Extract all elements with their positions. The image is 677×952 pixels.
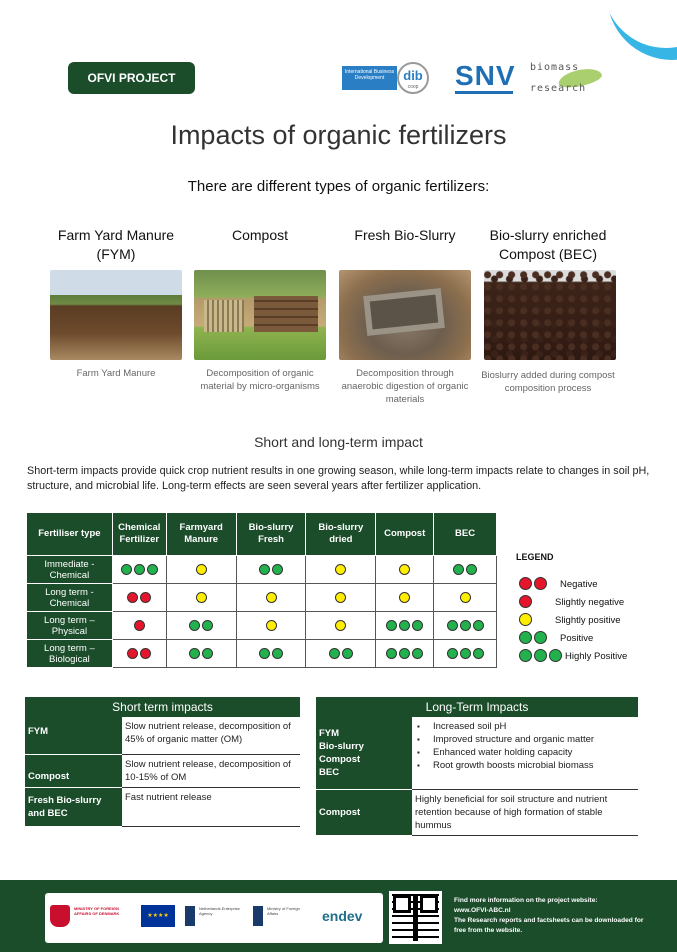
green-dot-icon: [534, 631, 547, 644]
fertilizer-type-bec: Bio-slurry enriched Compost (BEC): [489, 227, 607, 262]
short-term-value: Slow nutrient release, decomposition of 45% of organic matter (OM): [122, 717, 300, 754]
green-dot-icon: [134, 564, 145, 575]
footer-line-3: The Research reports and factsheets can be downloaded for free from the website.: [454, 917, 644, 934]
rating-cell: [166, 612, 236, 640]
netherlands-crest-icon: [185, 906, 195, 926]
snv-logo: SNV: [455, 60, 515, 96]
compost-caption: Decomposition of organic material by micro-organisms: [200, 368, 320, 392]
list-item: ▪ Improved structure and organic matter: [417, 733, 635, 746]
rating-cell: [306, 640, 376, 668]
header-bio-slurry-fresh: Bio-slurry Fresh: [236, 513, 306, 556]
netherlands-crest-icon: [253, 906, 263, 926]
yellow-dot-icon: [196, 592, 207, 603]
green-dot-icon: [549, 649, 562, 662]
legend-item-negative: [516, 576, 666, 594]
rating-cell: [376, 584, 434, 612]
list-item: ▪ Increased soil pH: [417, 720, 635, 733]
sponsor-rvo: Netherlands Enterprise Agency: [199, 906, 240, 916]
legend-label: Slightly negative: [555, 597, 625, 608]
green-dot-icon: [453, 564, 464, 575]
short-term-key: Compost: [25, 754, 122, 787]
list-item: ▪ Root growth boosts microbial biomass: [417, 759, 635, 772]
header-fertiliser-type: Fertiliser type: [27, 513, 113, 556]
row-label: Long term - Chemical: [27, 584, 113, 612]
table-row: [27, 640, 497, 668]
fym-caption: Farm Yard Manure: [76, 368, 156, 379]
green-dot-icon: [329, 648, 340, 659]
long-term-key-group: FYM Bio-slurry Compost BEC: [316, 717, 412, 789]
rating-cell: [236, 640, 306, 668]
red-dot-icon: [134, 620, 145, 631]
red-dot-icon: [534, 577, 547, 590]
biomass-research-logo: biomass research: [530, 62, 606, 96]
red-dot-icon: [140, 592, 151, 603]
row-label: Immediate - Chemical: [27, 556, 113, 584]
short-term-table: [25, 697, 300, 827]
green-dot-icon: [399, 620, 410, 631]
endev-logo: endev: [322, 908, 363, 924]
fertilizer-type-fym: Farm Yard Manure (FYM): [57, 227, 175, 262]
green-dot-icon: [259, 564, 270, 575]
table-row: [316, 717, 638, 789]
long-term-value: Highly beneficial for soil structure and nutrient retention because of high formation of stable hummus: [412, 789, 638, 835]
header-bio-slurry-dried: Bio-slurry dried: [306, 513, 376, 556]
yellow-dot-icon: [335, 564, 346, 575]
yellow-dot-icon: [399, 592, 410, 603]
yellow-dot-icon: [335, 620, 346, 631]
table-row: [316, 789, 638, 835]
denmark-crest-icon: [50, 905, 70, 927]
legend-label: Highly Positive: [565, 651, 628, 662]
rating-cell: [112, 612, 166, 640]
rating-cell: [434, 612, 497, 640]
page-title: Impacts of organic fertilizers: [170, 120, 507, 150]
rating-cell: [236, 612, 306, 640]
yellow-dot-icon: [266, 592, 277, 603]
legend-label: Negative: [560, 579, 598, 590]
short-term-key: FYM: [25, 717, 122, 754]
short-term-title: Short term impacts: [25, 697, 300, 717]
table-row: [25, 717, 300, 754]
red-dot-icon: [519, 595, 532, 608]
legend-item-highly-positive: [516, 648, 666, 666]
long-term-table: [316, 697, 638, 836]
intro-paragraph: Short-term impacts provide quick crop nutrient results in one growing season, while long-term impacts relate to changes in soil pH, structure, and microbial life. Long-term effects are seen several years after fertilizer application.: [27, 465, 650, 492]
green-dot-icon: [412, 620, 423, 631]
short-term-value: Fast nutrient release: [122, 787, 300, 826]
row-label: Long term – Physical: [27, 612, 113, 640]
bio-slurry-photo: [339, 270, 471, 360]
compost-photo: [194, 270, 326, 360]
rating-cell: [376, 612, 434, 640]
impact-table: [26, 512, 497, 668]
long-term-value-list: [412, 717, 638, 789]
bec-photo: [484, 270, 616, 360]
bio-slurry-caption: Decomposition through anaerobic digestion of organic materials: [341, 368, 469, 405]
green-dot-icon: [386, 648, 397, 659]
green-dot-icon: [519, 649, 532, 662]
footer-info: [454, 896, 654, 936]
rating-cell: [434, 640, 497, 668]
green-dot-icon: [202, 648, 213, 659]
green-dot-icon: [412, 648, 423, 659]
header-bec: BEC: [434, 513, 497, 556]
red-dot-icon: [127, 648, 138, 659]
legend-item-slightly-positive: [516, 612, 666, 630]
header-farmyard-manure: Farmyard Manure: [166, 513, 236, 556]
green-dot-icon: [534, 649, 547, 662]
green-dot-icon: [202, 620, 213, 631]
sponsor-mfa: Ministry of Foreign Affairs: [267, 906, 300, 916]
green-dot-icon: [473, 620, 484, 631]
table-row: [27, 612, 497, 640]
green-dot-icon: [342, 648, 353, 659]
green-dot-icon: [147, 564, 158, 575]
impact-table-header: [27, 513, 497, 556]
rating-cell: [434, 584, 497, 612]
ibd-logo-mark: dib coop: [397, 62, 429, 94]
short-term-key: Fresh Bio-slurry and BEC: [25, 787, 122, 826]
yellow-dot-icon: [266, 620, 277, 631]
long-term-title: Long-Term Impacts: [316, 697, 638, 717]
red-dot-icon: [519, 577, 532, 590]
green-dot-icon: [447, 648, 458, 659]
green-dot-icon: [466, 564, 477, 575]
corner-decoration: [587, 0, 677, 70]
green-dot-icon: [460, 648, 471, 659]
yellow-dot-icon: [519, 613, 532, 626]
rating-cell: [236, 556, 306, 584]
header-compost: Compost: [376, 513, 434, 556]
yellow-dot-icon: [460, 592, 471, 603]
section-title: Short and long-term impact: [254, 434, 423, 450]
fym-photo: [50, 270, 182, 360]
green-dot-icon: [259, 648, 270, 659]
header-chemical-fertilizer: Chemical Fertilizer: [112, 513, 166, 556]
fertilizer-type-fresh-bio-slurry: Fresh Bio-Slurry: [354, 227, 456, 243]
row-label: Long term – Biological: [27, 640, 113, 668]
rating-cell: [166, 584, 236, 612]
green-dot-icon: [473, 648, 484, 659]
short-term-value: Slow nutrient release, decomposition of 10-15% of OM: [122, 754, 300, 787]
rating-cell: [112, 640, 166, 668]
yellow-dot-icon: [335, 592, 346, 603]
ibd-logo: [342, 62, 442, 94]
green-dot-icon: [386, 620, 397, 631]
rating-cell: [306, 584, 376, 612]
rating-cell: [112, 584, 166, 612]
rating-cell: [434, 556, 497, 584]
bec-caption: Bioslurry added during compost composition process: [481, 370, 615, 394]
table-row: [27, 556, 497, 584]
red-dot-icon: [140, 648, 151, 659]
rating-cell: [306, 556, 376, 584]
project-badge: OFVI PROJECT: [68, 62, 195, 94]
rating-cell: [376, 640, 434, 668]
green-dot-icon: [519, 631, 532, 644]
green-dot-icon: [189, 648, 200, 659]
sponsor-denmark: MINISTRY OF FOREIGN AFFAIRS OF DENMARK: [74, 906, 120, 916]
legend-label: Slightly positive: [555, 615, 621, 626]
rating-cell: [306, 612, 376, 640]
sponsor-logos: [45, 893, 383, 943]
ibd-logo-text: International Business Development: [342, 66, 397, 90]
footer-line-1: Find more information on the project website:: [454, 897, 598, 904]
eu-flag-icon: ★★★★: [141, 905, 175, 927]
green-dot-icon: [272, 648, 283, 659]
rating-cell: [236, 584, 306, 612]
green-dot-icon: [189, 620, 200, 631]
yellow-dot-icon: [196, 564, 207, 575]
rating-cell: [166, 640, 236, 668]
yellow-dot-icon: [399, 564, 410, 575]
legend-label: Positive: [560, 633, 594, 644]
table-row: [25, 787, 300, 826]
page-subtitle: There are different types of organic fertilizers:: [187, 178, 490, 195]
legend-item-slightly-negative: [516, 594, 666, 612]
legend-item-positive: [516, 630, 666, 648]
long-term-key: Compost: [316, 789, 412, 835]
rating-cell: [166, 556, 236, 584]
list-item: ▪ Enhanced water holding capacity: [417, 746, 635, 759]
green-dot-icon: [399, 648, 410, 659]
green-dot-icon: [447, 620, 458, 631]
fertilizer-type-compost: Compost: [231, 227, 289, 243]
table-row: [25, 754, 300, 787]
green-dot-icon: [272, 564, 283, 575]
qr-code-icon[interactable]: [389, 891, 442, 944]
red-dot-icon: [127, 592, 138, 603]
rating-cell: [112, 556, 166, 584]
rating-cell: [376, 556, 434, 584]
table-row: [27, 584, 497, 612]
green-dot-icon: [121, 564, 132, 575]
legend-title: LEGEND: [516, 552, 554, 562]
legend: [516, 552, 666, 666]
footer-website-link[interactable]: www.OFVI-ABC.nl: [454, 907, 511, 914]
green-dot-icon: [460, 620, 471, 631]
